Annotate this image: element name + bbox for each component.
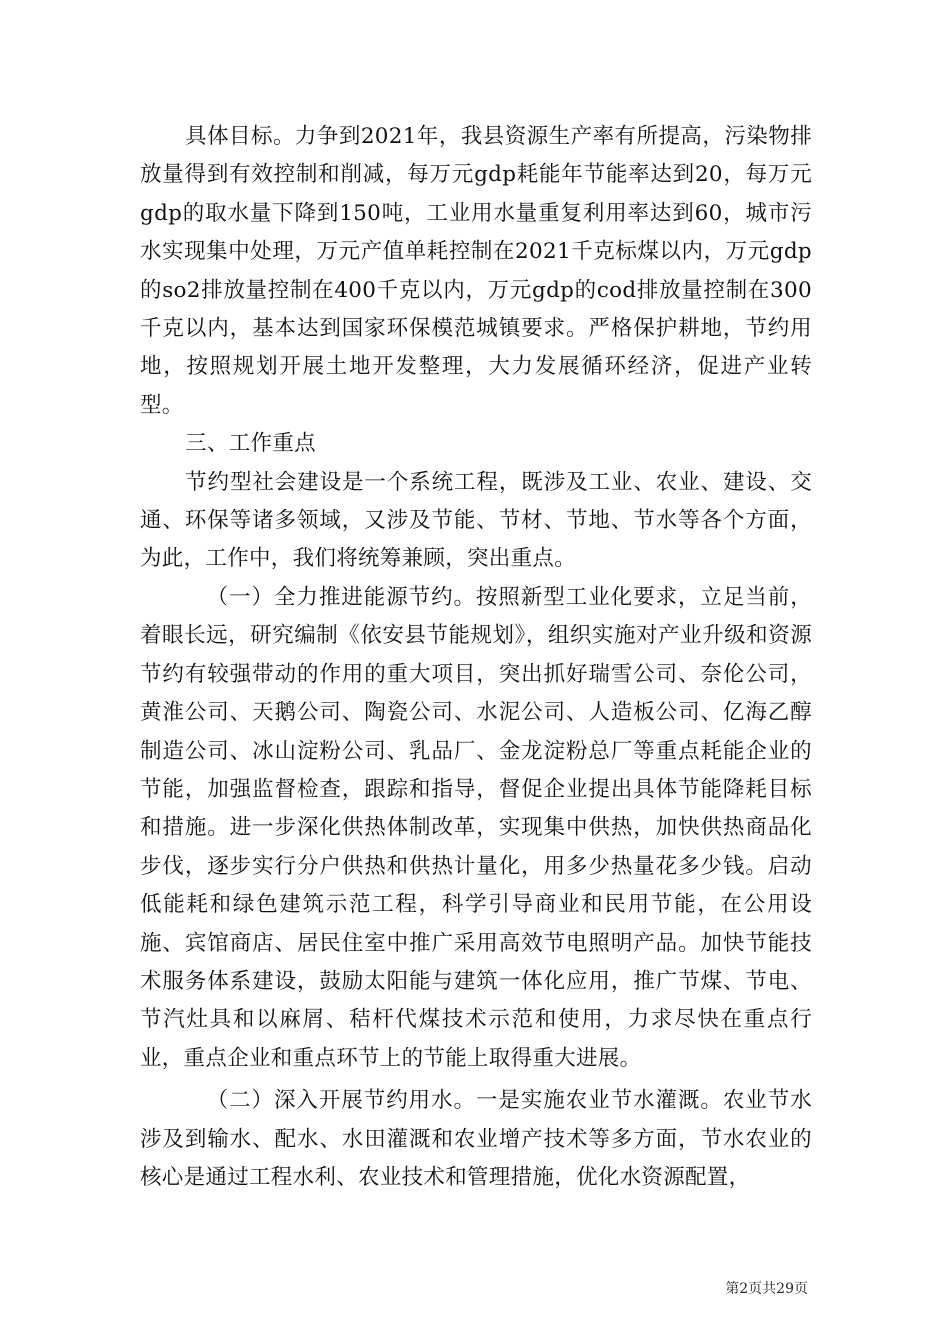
paragraph-energy-saving: （一）全力推进能源节约。按照新型工业化要求，立足当前，着眼长远，研究编制《依安县节能规划》，组织实施对产业升级和资源节约有较强带动的作用的重大项目，突出抓好瑞雪公司、奈伦公司，黄淮公司、天鹅公司、陶瓷公司、水泥公司、人造板公司、亿海乙醇制造公司、冰山淀粉公司、乳品厂、金龙淀粉总厂等重点耗能企业的节能，加强监督检查，跟踪和指导，督促企业提出具体节能降耗目标和措施。进一步深化供热体制改革，实现集中供热，加快供热商品化步伐，逐步实行分户供热和供热计量化，用多少热量花多少钱。启动低能耗和绿色建筑示范工程，科学引导商业和民用节能，在公用设施、宾馆商店、居民住室中推广采用高效节电照明产品。加快节能技术服务体系建设，鼓励太阳能与建筑一体化应用，推广节煤、节电、节汽灶具和以麻屑、秸杆代煤技术示范和使用，力求尽快在重点行业，重点企业和重点环节上的节能上取得重大进展。 xyxy=(140,584,812,1071)
section-heading-work-focus: 三、工作重点 xyxy=(185,431,316,457)
paragraph-water-saving: （二）深入开展节约用水。一是实施农业节水灌溉。农业节水涉及到输水、配水、水田灌溉和农业增产技术等多方面，节水农业的核心是通过工程水利、农业技术和管理措施，优化水资源配置， xyxy=(140,1088,812,1190)
paragraph-specific-goals: 具体目标。力争到2021年，我县资源生产率有所提高，污染物排放量得到有效控制和削减，每万元gdp耗能年节能率达到20，每万元gdp的取水量下降到150吨，工业用水量重复利用率达到60，城市污水实现集中处理，万元产值单耗控制在2021千克标煤以内，万元gdp的so2排放量控制在400千克以内，万元gdp的cod排放量控制在300千克以内，基本达到国家环保模范城镇要求。严格保护耕地，节约用地，按照规划开展土地开发整理，大力发展循环经济，促进产业转型。 xyxy=(140,124,812,418)
page-number-footer: 第2页共29页 xyxy=(725,1281,808,1297)
document-body xyxy=(140,118,812,1197)
paragraph-saving-society-intro: 节约型社会建设是一个系统工程，既涉及工业、农业、建设、交通、环保等诸多领域，又涉及节能、节材、节地、节水等各个方面，为此，工作中，我们将统筹兼顾，突出重点。 xyxy=(140,469,812,572)
